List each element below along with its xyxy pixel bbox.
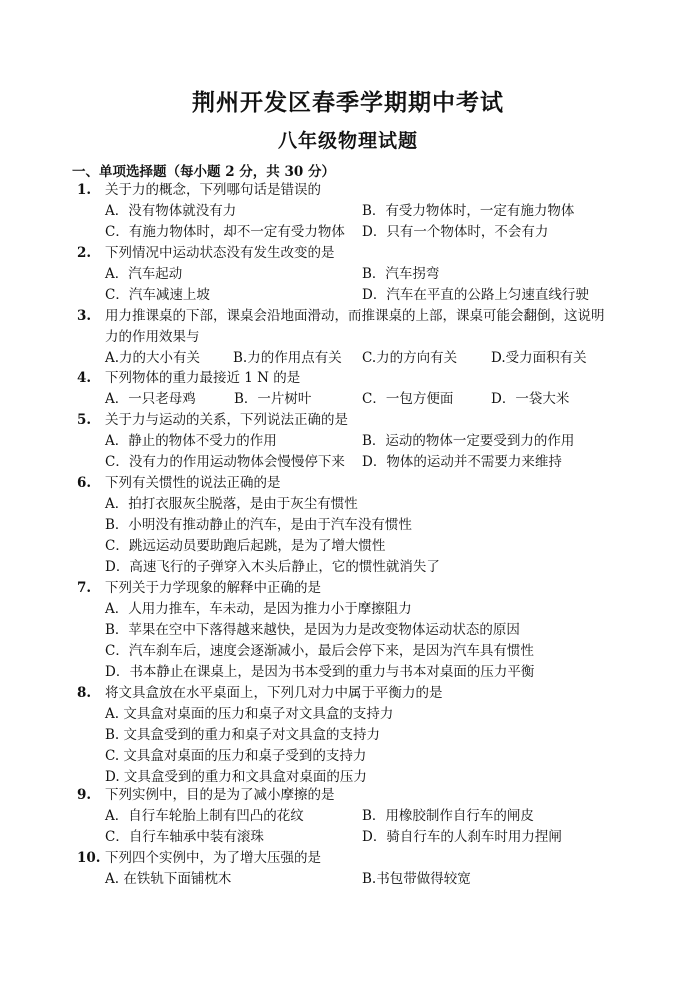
section-heading: 一、单项选择题（每小题 2 分，共 30 分） (72, 164, 335, 180)
option-b: B．苹果在空中下落得越来越快，是因为力是改变物体运动状态的原因 (105, 622, 520, 638)
option-d: D．只有一个物体时，不会有力 (362, 224, 549, 240)
question-number: 6. (77, 475, 92, 491)
option-a: A．自行车轮胎上制有凹凸的花纹 (105, 808, 304, 824)
question-10 (77, 848, 637, 890)
question-number: 3. (77, 308, 92, 324)
option-c: C．有施力物体时，却不一定有受力物体 (105, 224, 345, 240)
question-2 (77, 243, 637, 306)
exam-subtitle: 八年级物理试题 (277, 130, 418, 152)
question-stem: 下列情况中运动状态没有发生改变的是 (105, 245, 335, 261)
question-number: 1. (77, 182, 92, 198)
option-c: C．没有力的作用运动物体会慢慢停下来 (105, 454, 345, 470)
question-1 (77, 180, 637, 243)
question-4 (77, 368, 637, 410)
question-stem: 下列关于力学现象的解释中正确的是 (105, 580, 321, 596)
question-stem-line-2: 力的作用效果与 (105, 329, 200, 345)
question-stem-line-1: 用力推课桌的下部，课桌会沿地面滑动，而推课桌的上部，课桌可能会翻倒，这说明 (105, 308, 605, 324)
question-number: 8. (77, 685, 92, 701)
question-6 (77, 473, 637, 578)
question-stem: 下列实例中，目的是为了减小摩擦的是 (105, 787, 335, 803)
option-d: D. 文具盒受到的重力和文具盒对桌面的压力 (105, 769, 367, 785)
question-8 (77, 683, 637, 788)
option-d: D．骑自行车的人刹车时用力捏闸 (362, 829, 562, 845)
option-a: A．一只老母鸡 (105, 391, 196, 407)
option-d: D．书本静止在课桌上，是因为书本受到的重力与书本对桌面的压力平衡 (105, 664, 535, 680)
question-stem: 下列物体的重力最接近 1 N 的是 (105, 370, 301, 386)
option-b: B.书包带做得较宽 (362, 871, 471, 887)
option-c: C．汽车刹车后，速度会逐渐减小，最后会停下来，是因为汽车具有惯性 (105, 643, 534, 659)
option-a: A．人用力推车，车未动，是因为推力小于摩擦阻力 (105, 601, 412, 617)
option-b: B．有受力物体时，一定有施力物体 (362, 203, 575, 219)
option-a: A. 文具盒对桌面的压力和桌子对文具盒的支持力 (105, 706, 394, 722)
option-b: B.力的作用点有关 (233, 350, 342, 366)
option-a: A．汽车起动 (105, 266, 183, 282)
question-stem: 将文具盒放在水平桌面上，下列几对力中属于平衡力的是 (105, 685, 443, 701)
question-3 (77, 306, 637, 369)
option-c: C.力的方向有关 (362, 350, 458, 366)
exam-title: 荆州开发区春季学期期中考试 (192, 89, 504, 116)
option-c: C．跳远运动员要助跑后起跳，是为了增大惯性 (105, 538, 386, 554)
option-b: B．用橡胶制作自行车的闸皮 (362, 808, 534, 824)
option-b: B．一片树叶 (234, 391, 312, 407)
option-a: A．静止的物体不受力的作用 (105, 433, 277, 449)
question-number: 4. (77, 370, 92, 386)
question-5 (77, 410, 637, 473)
option-b: B．小明没有推动静止的汽车，是由于汽车没有惯性 (105, 517, 412, 533)
option-b: B. 文具盒受到的重力和桌子对文具盒的支持力 (105, 727, 381, 743)
question-stem: 下列有关惯性的说法正确的是 (105, 475, 281, 491)
option-b: B．运动的物体一定要受到力的作用 (362, 433, 575, 449)
question-stem: 关于力与运动的关系，下列说法正确的是 (105, 412, 348, 428)
option-b: B．汽车拐弯 (362, 266, 440, 282)
option-a: A.力的大小有关 (105, 350, 201, 366)
option-a: A．拍打衣服灰尘脱落，是由于灰尘有惯性 (105, 496, 358, 512)
option-c: C. 文具盒对桌面的压力和桌子受到的支持力 (105, 748, 367, 764)
question-stem: 关于力的概念，下列哪句话是错误的 (105, 182, 321, 198)
question-number: 9. (77, 787, 92, 803)
question-stem: 下列四个实例中，为了增大压强的是 (105, 850, 321, 866)
option-a: A. 在铁轨下面铺枕木 (105, 871, 232, 887)
option-d: D．一袋大米 (491, 391, 570, 407)
option-d: D．汽车在平直的公路上匀速直线行驶 (362, 287, 589, 303)
option-c: C．汽车减速上坡 (105, 287, 210, 303)
question-7 (77, 578, 637, 683)
option-d: D.受力面积有关 (491, 350, 587, 366)
option-a: A．没有物体就没有力 (105, 203, 237, 219)
question-number: 10. (77, 850, 101, 866)
question-number: 7. (77, 580, 92, 596)
option-c: C．一包方便面 (362, 391, 454, 407)
option-c: C．自行车轴承中装有滚珠 (105, 829, 264, 845)
question-9 (77, 785, 637, 848)
option-d: D．物体的运动并不需要力来维持 (362, 454, 562, 470)
question-number: 5. (77, 412, 92, 428)
question-number: 2. (77, 245, 92, 261)
option-d: D．高速飞行的子弹穿入木头后静止，它的惯性就消失了 (105, 559, 440, 575)
